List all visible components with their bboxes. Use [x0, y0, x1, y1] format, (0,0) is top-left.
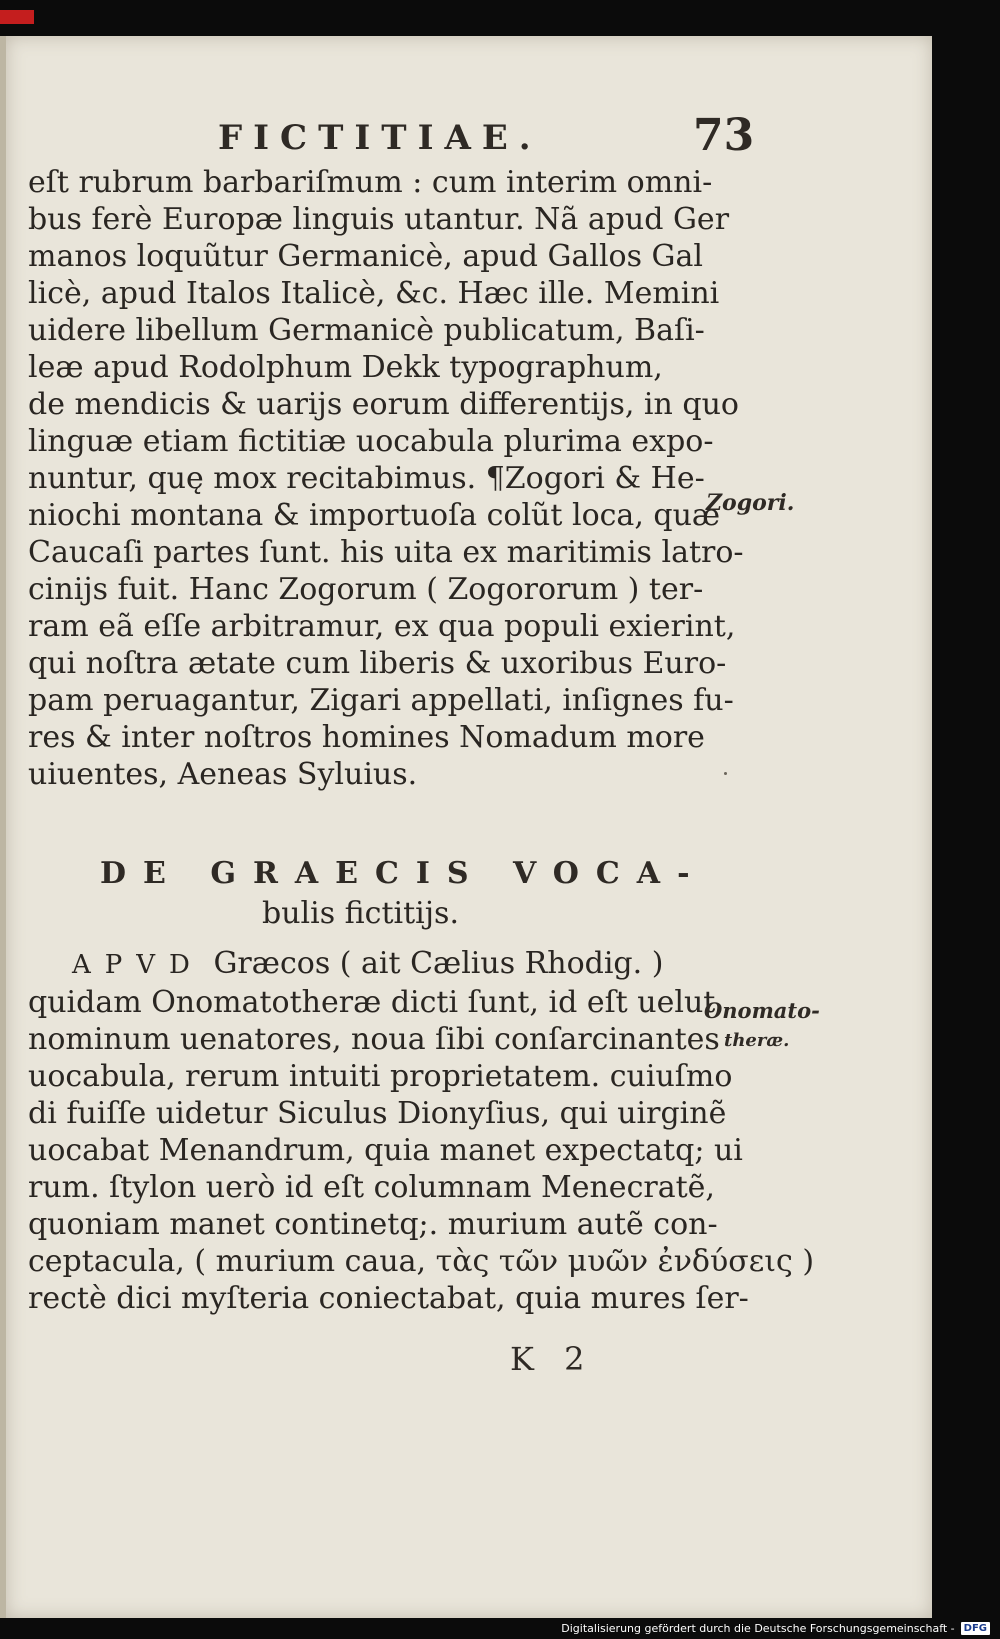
text-line: uidere libellum Germanicè publicatum, Baſi-	[28, 313, 705, 348]
body-text-b	[28, 984, 815, 1317]
section-heading: DE GRAECIS VOCA-	[100, 856, 707, 891]
footer-credit	[561, 1622, 990, 1635]
margin-note-zogori: Zogori.	[706, 490, 795, 516]
section-subheading: bulis fictitijs.	[262, 896, 459, 931]
scan-color-marker	[0, 10, 34, 24]
text-line: eſt rubrum barbariſmum : cum interim omni-	[28, 165, 713, 200]
text-line: uiuentes, Aeneas Syluius.	[28, 757, 418, 792]
running-title: FICTITIAE.	[218, 118, 542, 158]
dfg-logo: DFG	[961, 1622, 990, 1635]
text-line: bus ferè Europæ linguis utantur. Nã apud Ger	[28, 202, 730, 237]
text-line: nominum uenatores, noua ſibi conſarcinantes	[28, 1022, 720, 1057]
text-line: leæ apud Rodolphum Dekk typographum,	[28, 350, 663, 385]
margin-note-onomato-2: theræ.	[724, 1030, 790, 1051]
catchword-signature: K 2	[510, 1340, 595, 1378]
text-line: de mendicis & uarijs eorum differentijs, in quo	[28, 387, 739, 422]
text-line: linguæ etiam fictitiæ uocabula plurima expo-	[28, 424, 714, 459]
opening-rest: Græcos ( ait Cælius Rhodig. )	[213, 946, 664, 981]
text-line: di fuiſſe uidetur Siculus Dionyſius, qui uirginẽ	[28, 1096, 727, 1131]
text-line: ram eã eſſe arbitramur, ex qua populi exierint,	[28, 609, 736, 644]
text-line: manos loquũtur Germanicè, apud Gallos Gal	[28, 239, 703, 274]
footer-credit-text: Digitalisierung gefördert durch die Deutsche Forschungsgemeinschaft -	[561, 1622, 955, 1635]
text-line: quoniam manet continetq;. murium autẽ con-	[28, 1207, 718, 1242]
text-line: pam peruagantur, Zigari appellati, inſignes fu-	[28, 683, 734, 718]
margin-note-onomato-1: Onomato-	[704, 998, 820, 1023]
text-line: uocabat Menandrum, quia manet expectatq; ui	[28, 1133, 743, 1168]
text-line: rum. ſtylon uerò id eſt columnam Menecratẽ,	[28, 1170, 715, 1205]
text-line: uocabula, rerum intuiti proprietatem. cuiuſmo	[28, 1059, 733, 1094]
text-line: Caucaſi partes ſunt. his uita ex maritimis latro-	[28, 535, 744, 570]
text-line: qui noſtra ætate cum liberis & uxoribus Euro-	[28, 646, 727, 681]
text-line: rectè dici myſteria coniectabat, quia mures ſer-	[28, 1281, 749, 1316]
text-line: cinijs fuit. Hanc Zogorum ( Zogororum ) ter-	[28, 572, 704, 607]
text-line: res & inter noſtros homines Nomadum more	[28, 720, 705, 755]
text-line: niochi montana & importuoſa colũt loca, quæ	[28, 498, 721, 533]
opening-caps: APVD	[72, 950, 204, 980]
margin-dot	[724, 772, 727, 775]
text-line: quidam Onomatotheræ dicti ſunt, id eſt uelut	[28, 985, 716, 1020]
opening-line	[72, 946, 663, 981]
text-line: ceptacula, ( murium caua, τὰς τῶν μυῶν ἐνδύσεις )	[28, 1244, 815, 1279]
text-line: nuntur, quę mox recitabimus. ¶Zogori & He-	[28, 461, 705, 496]
body-text-a	[28, 164, 744, 793]
page-number: 73	[693, 110, 755, 161]
text-line: licè, apud Italos Italicè, &c. Hæc ille. Memini	[28, 276, 720, 311]
